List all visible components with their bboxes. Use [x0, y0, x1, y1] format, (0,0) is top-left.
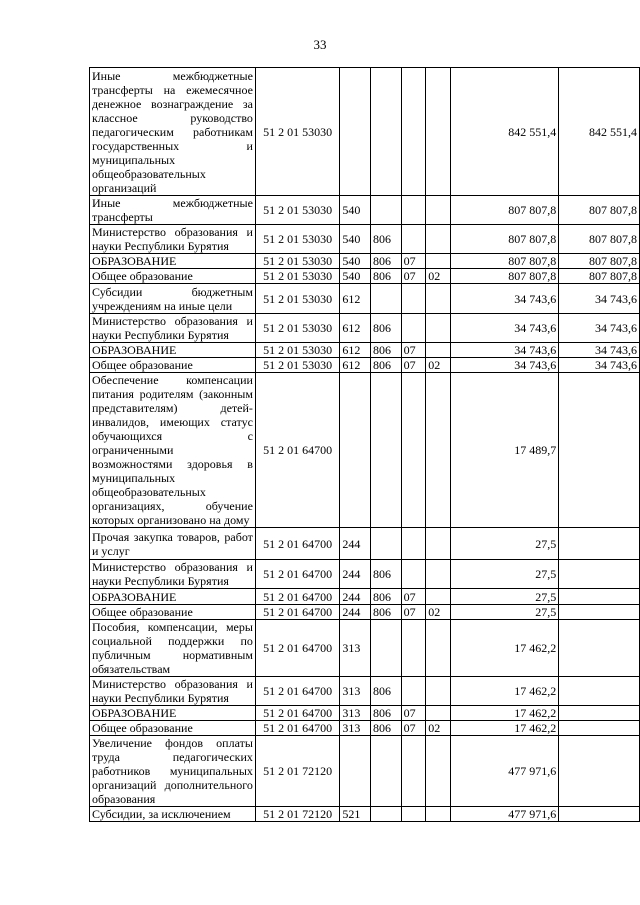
row-description: Субсидии, за исключением	[90, 807, 256, 822]
table-body	[90, 68, 640, 822]
row-description: Министерство образования и науки Республики Бурятия	[90, 677, 256, 706]
table-row	[90, 196, 640, 225]
amount-column-1: 34 743,6	[450, 284, 558, 314]
amount-column-1: 807 807,8	[450, 225, 558, 254]
target-article-code: 51 2 01 64700	[255, 589, 339, 605]
target-article-code: 51 2 01 53030	[255, 314, 339, 343]
row-description: Министерство образования и науки Республики Бурятия	[90, 314, 256, 343]
amount-column-1: 27,5	[450, 605, 558, 620]
target-article-code: 51 2 01 53030	[255, 225, 339, 254]
ministry-code: 806	[371, 605, 402, 620]
subsection-code: 02	[426, 605, 451, 620]
expense-type-code	[340, 68, 371, 196]
amount-column-1: 17 489,7	[450, 373, 558, 528]
row-description: Министерство образования и науки Республики Бурятия	[90, 225, 256, 254]
amount-column-2	[559, 721, 640, 736]
amount-column-1: 17 462,2	[450, 620, 558, 677]
target-article-code: 51 2 01 64700	[255, 706, 339, 721]
subsection-code	[426, 196, 451, 225]
expense-type-code: 313	[340, 620, 371, 677]
section-code: 07	[401, 358, 426, 373]
expense-type-code: 313	[340, 677, 371, 706]
table-row	[90, 358, 640, 373]
table-row	[90, 68, 640, 196]
amount-column-2	[559, 528, 640, 560]
table-row	[90, 560, 640, 589]
table-row	[90, 314, 640, 343]
target-article-code: 51 2 01 64700	[255, 560, 339, 589]
row-description: Субсидии бюджетным учреждениям на иные цели	[90, 284, 256, 314]
row-description: Общее образование	[90, 605, 256, 620]
amount-column-2	[559, 589, 640, 605]
ministry-code: 806	[371, 560, 402, 589]
expense-type-code: 244	[340, 528, 371, 560]
amount-column-1: 27,5	[450, 560, 558, 589]
expense-type-code	[340, 736, 371, 807]
amount-column-2	[559, 807, 640, 822]
expense-type-code: 313	[340, 721, 371, 736]
section-code: 07	[401, 605, 426, 620]
expense-type-code: 612	[340, 314, 371, 343]
amount-column-1: 17 462,2	[450, 706, 558, 721]
row-description: ОБРАЗОВАНИЕ	[90, 343, 256, 358]
ministry-code	[371, 373, 402, 528]
subsection-code: 02	[426, 721, 451, 736]
ministry-code	[371, 284, 402, 314]
amount-column-2	[559, 373, 640, 528]
ministry-code	[371, 196, 402, 225]
target-article-code: 51 2 01 53030	[255, 284, 339, 314]
target-article-code: 51 2 01 53030	[255, 68, 339, 196]
section-code: 07	[401, 589, 426, 605]
subsection-code: 02	[426, 358, 451, 373]
section-code: 07	[401, 706, 426, 721]
table-row	[90, 589, 640, 605]
subsection-code	[426, 677, 451, 706]
amount-column-2	[559, 736, 640, 807]
target-article-code: 51 2 01 72120	[255, 807, 339, 822]
target-article-code: 51 2 01 53030	[255, 358, 339, 373]
ministry-code: 806	[371, 225, 402, 254]
subsection-code	[426, 807, 451, 822]
amount-column-1: 34 743,6	[450, 343, 558, 358]
amount-column-1: 477 971,6	[450, 807, 558, 822]
section-code	[401, 736, 426, 807]
expense-type-code: 540	[340, 225, 371, 254]
expense-type-code: 521	[340, 807, 371, 822]
expense-type-code: 612	[340, 343, 371, 358]
subsection-code	[426, 528, 451, 560]
amount-column-2: 807 807,8	[559, 225, 640, 254]
row-description: Министерство образования и науки Республики Бурятия	[90, 560, 256, 589]
ministry-code: 806	[371, 589, 402, 605]
subsection-code	[426, 589, 451, 605]
expense-type-code: 540	[340, 196, 371, 225]
amount-column-2	[559, 677, 640, 706]
expense-type-code: 612	[340, 284, 371, 314]
ministry-code: 806	[371, 721, 402, 736]
target-article-code: 51 2 01 53030	[255, 343, 339, 358]
table-row	[90, 284, 640, 314]
row-description: Увеличение фондов оплаты труда педагогических работников муниципальных организаций дополнительного образования	[90, 736, 256, 807]
amount-column-2: 807 807,8	[559, 269, 640, 284]
subsection-code	[426, 560, 451, 589]
ministry-code: 806	[371, 343, 402, 358]
ministry-code: 806	[371, 677, 402, 706]
amount-column-2: 34 743,6	[559, 314, 640, 343]
amount-column-1: 807 807,8	[450, 269, 558, 284]
table-row	[90, 254, 640, 269]
budget-table	[89, 67, 640, 822]
section-code	[401, 373, 426, 528]
section-code	[401, 196, 426, 225]
expense-type-code: 540	[340, 254, 371, 269]
section-code: 07	[401, 254, 426, 269]
amount-column-1: 27,5	[450, 589, 558, 605]
target-article-code: 51 2 01 64700	[255, 721, 339, 736]
expense-type-code: 540	[340, 269, 371, 284]
row-description: ОБРАЗОВАНИЕ	[90, 589, 256, 605]
amount-column-2: 807 807,8	[559, 254, 640, 269]
row-description: ОБРАЗОВАНИЕ	[90, 706, 256, 721]
section-code	[401, 284, 426, 314]
table-row	[90, 528, 640, 560]
table-row	[90, 807, 640, 822]
section-code	[401, 225, 426, 254]
amount-column-2: 34 743,6	[559, 343, 640, 358]
row-description: Общее образование	[90, 358, 256, 373]
row-description: Иные межбюджетные трансферты	[90, 196, 256, 225]
row-description: Прочая закупка товаров, работ и услуг	[90, 528, 256, 560]
target-article-code: 51 2 01 64700	[255, 677, 339, 706]
ministry-code: 806	[371, 314, 402, 343]
amount-column-1: 807 807,8	[450, 196, 558, 225]
amount-column-1: 842 551,4	[450, 68, 558, 196]
section-code	[401, 620, 426, 677]
table-row	[90, 721, 640, 736]
target-article-code: 51 2 01 64700	[255, 373, 339, 528]
amount-column-1: 27,5	[450, 528, 558, 560]
amount-column-2: 807 807,8	[559, 196, 640, 225]
subsection-code: 02	[426, 269, 451, 284]
section-code	[401, 68, 426, 196]
amount-column-2	[559, 706, 640, 721]
subsection-code	[426, 314, 451, 343]
table-row	[90, 605, 640, 620]
target-article-code: 51 2 01 64700	[255, 620, 339, 677]
section-code	[401, 314, 426, 343]
row-description: Обеспечение компенсации питания родителям (законным представителям) детей-инвалидов, имеющих статус обучающихся с ограниченными возможностями здоровья в муниципальных общеобразовательных организациях, обучение которых организовано на дому	[90, 373, 256, 528]
target-article-code: 51 2 01 53030	[255, 254, 339, 269]
section-code: 07	[401, 721, 426, 736]
expense-type-code: 244	[340, 589, 371, 605]
section-code: 07	[401, 343, 426, 358]
ministry-code	[371, 68, 402, 196]
subsection-code	[426, 373, 451, 528]
ministry-code	[371, 736, 402, 807]
table-row	[90, 677, 640, 706]
target-article-code: 51 2 01 53030	[255, 196, 339, 225]
table-row	[90, 706, 640, 721]
section-code: 07	[401, 269, 426, 284]
ministry-code	[371, 528, 402, 560]
amount-column-1: 34 743,6	[450, 358, 558, 373]
subsection-code	[426, 706, 451, 721]
amount-column-2: 34 743,6	[559, 284, 640, 314]
table-row	[90, 620, 640, 677]
row-description: Иные межбюджетные трансферты на ежемесячное денежное вознаграждение за классное руководство педагогическим работникам государственных и муниципальных общеобразовательных организаций	[90, 68, 256, 196]
amount-column-1: 477 971,6	[450, 736, 558, 807]
section-code	[401, 560, 426, 589]
section-code	[401, 528, 426, 560]
amount-column-1: 17 462,2	[450, 721, 558, 736]
amount-column-2	[559, 605, 640, 620]
section-code	[401, 677, 426, 706]
amount-column-2	[559, 620, 640, 677]
table-row	[90, 343, 640, 358]
table-row	[90, 225, 640, 254]
amount-column-1: 34 743,6	[450, 314, 558, 343]
target-article-code: 51 2 01 72120	[255, 736, 339, 807]
subsection-code	[426, 68, 451, 196]
ministry-code: 806	[371, 269, 402, 284]
expense-type-code: 313	[340, 706, 371, 721]
table-row	[90, 373, 640, 528]
target-article-code: 51 2 01 64700	[255, 605, 339, 620]
expense-type-code	[340, 373, 371, 528]
amount-column-2: 842 551,4	[559, 68, 640, 196]
page-number: 33	[313, 37, 327, 52]
ministry-code: 806	[371, 706, 402, 721]
expense-type-code: 244	[340, 560, 371, 589]
expense-type-code: 612	[340, 358, 371, 373]
amount-column-2	[559, 560, 640, 589]
row-description: Пособия, компенсации, меры социальной поддержки по публичным нормативным обязательствам	[90, 620, 256, 677]
target-article-code: 51 2 01 53030	[255, 269, 339, 284]
subsection-code	[426, 620, 451, 677]
amount-column-2: 34 743,6	[559, 358, 640, 373]
expense-type-code: 244	[340, 605, 371, 620]
row-description: Общее образование	[90, 269, 256, 284]
subsection-code	[426, 736, 451, 807]
subsection-code	[426, 343, 451, 358]
section-code	[401, 807, 426, 822]
table-row	[90, 269, 640, 284]
amount-column-1: 17 462,2	[450, 677, 558, 706]
ministry-code: 806	[371, 358, 402, 373]
target-article-code: 51 2 01 64700	[255, 528, 339, 560]
table-row	[90, 736, 640, 807]
subsection-code	[426, 284, 451, 314]
ministry-code	[371, 620, 402, 677]
ministry-code	[371, 807, 402, 822]
ministry-code: 806	[371, 254, 402, 269]
subsection-code	[426, 225, 451, 254]
subsection-code	[426, 254, 451, 269]
row-description: ОБРАЗОВАНИЕ	[90, 254, 256, 269]
row-description: Общее образование	[90, 721, 256, 736]
amount-column-1: 807 807,8	[450, 254, 558, 269]
